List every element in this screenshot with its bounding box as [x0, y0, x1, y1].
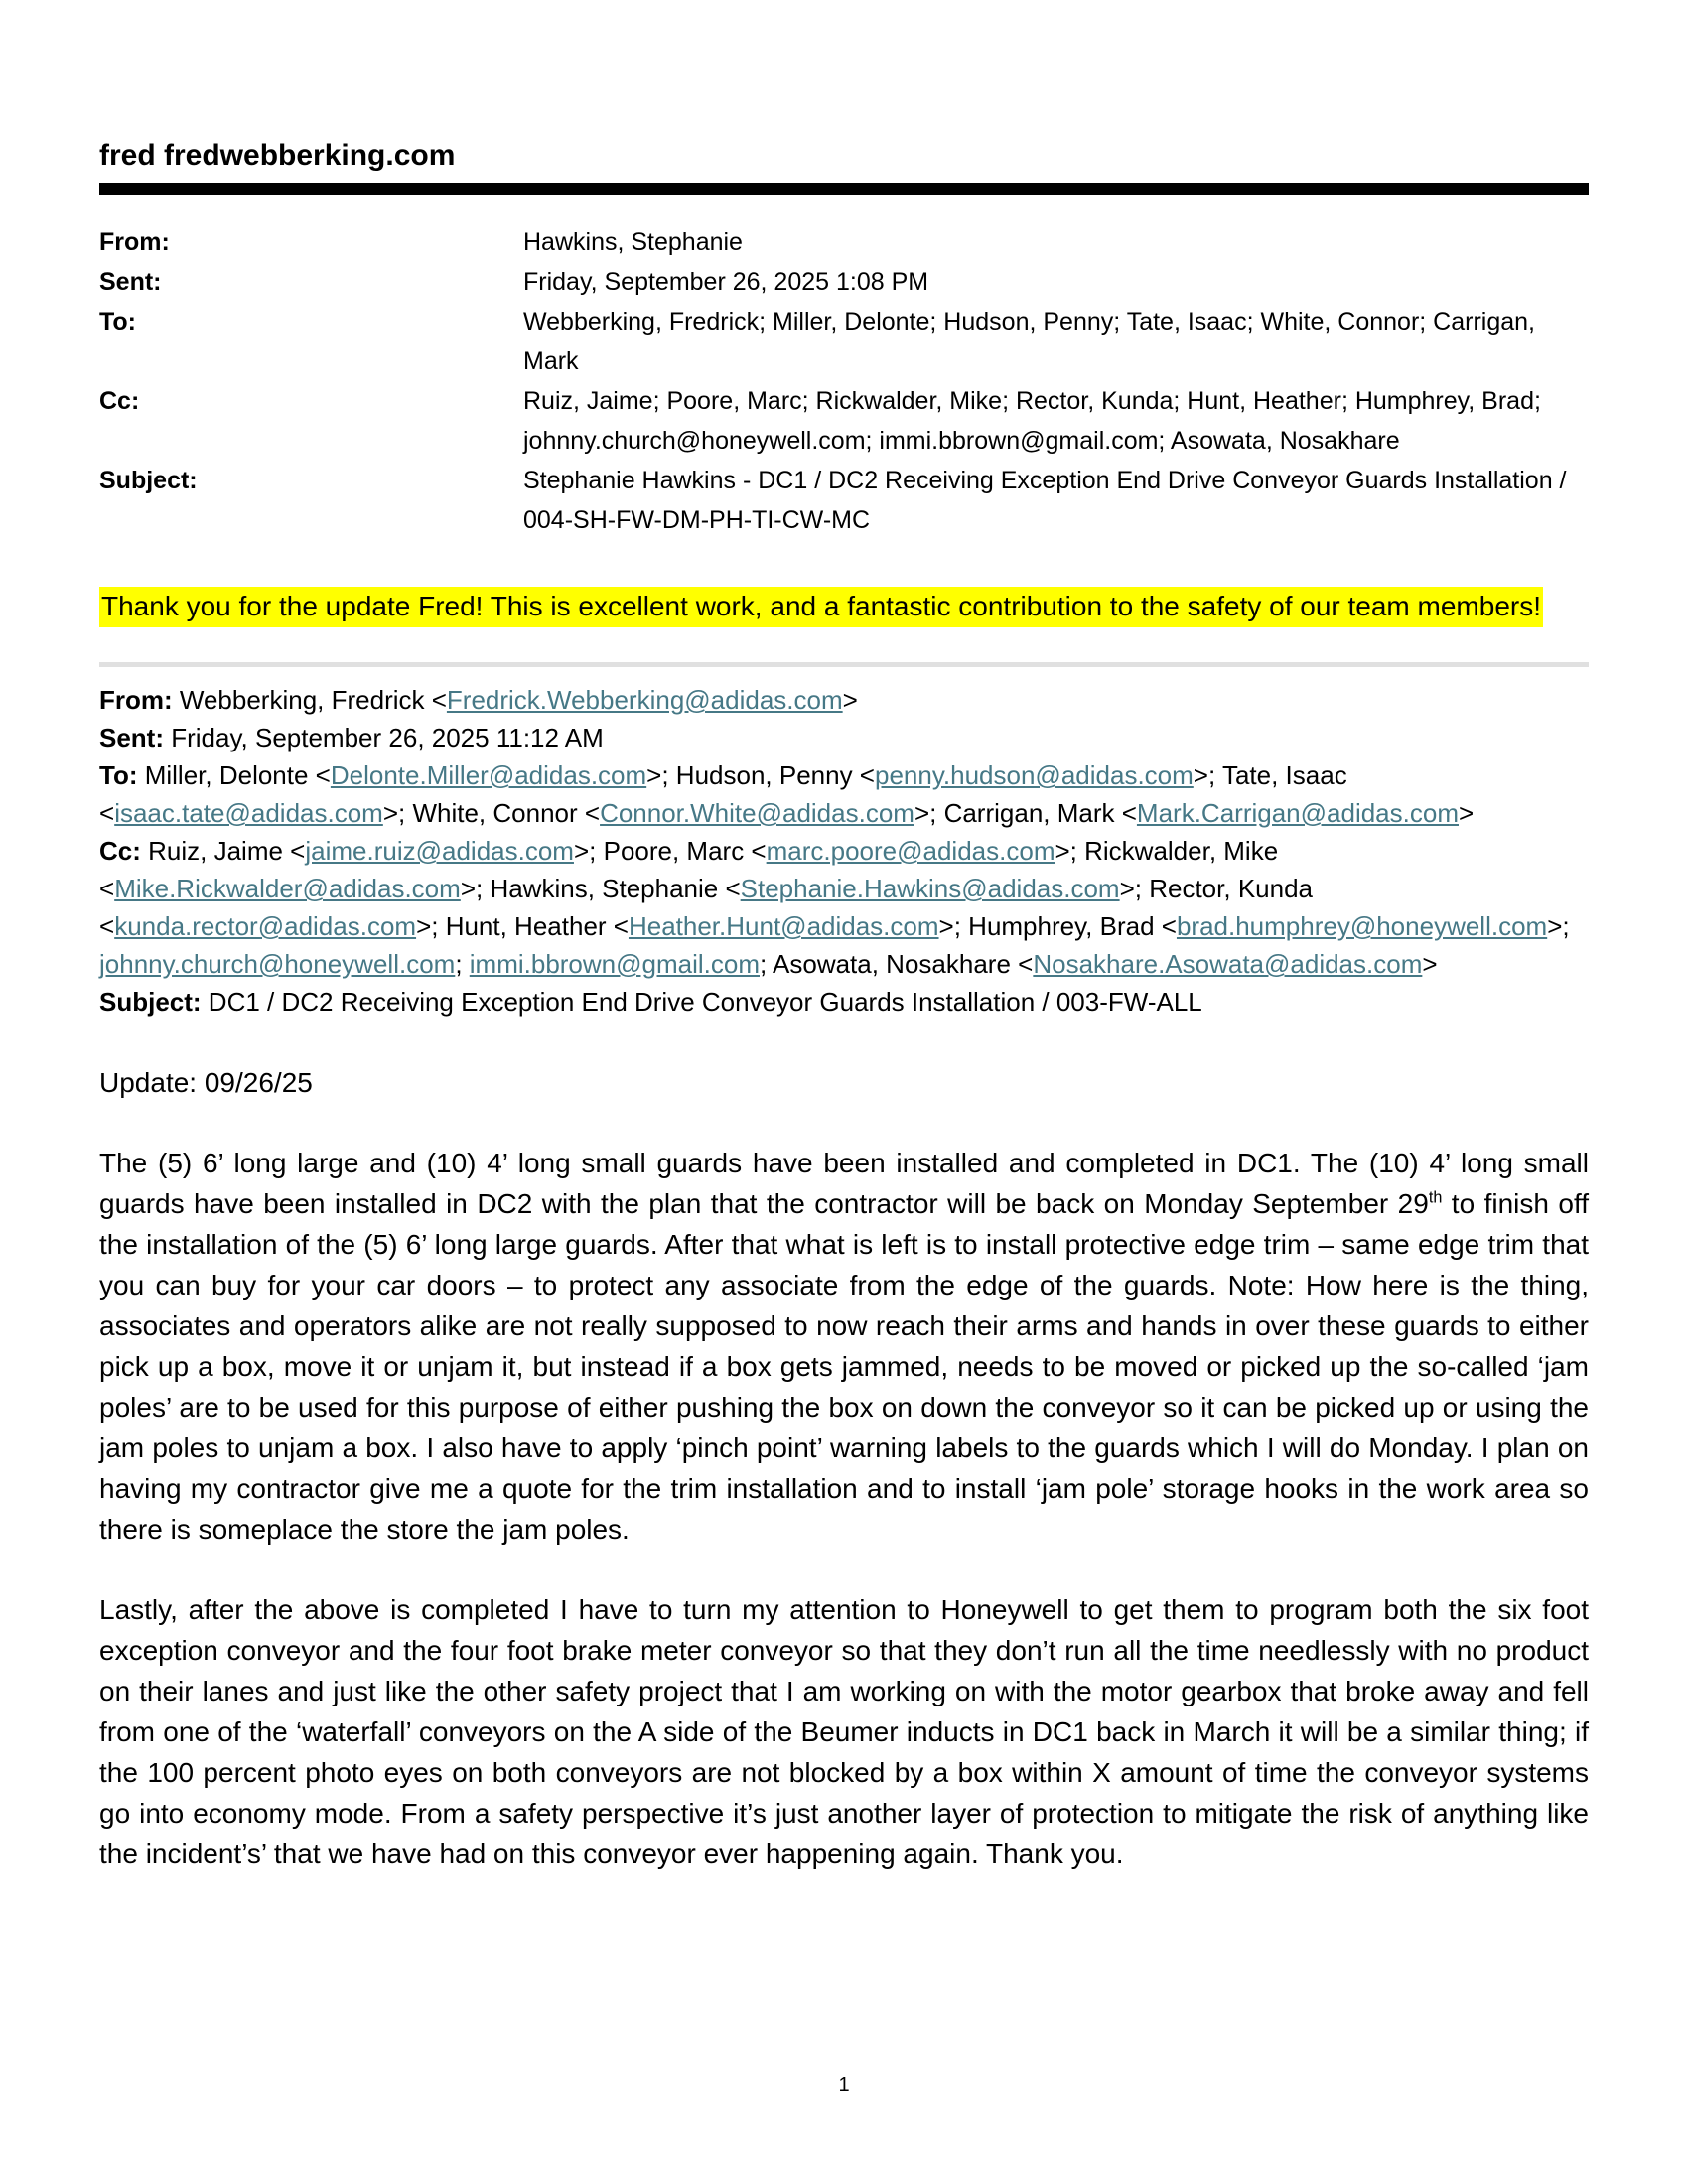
ordinal-superscript: th: [1428, 1188, 1443, 1207]
text-run: >;: [1547, 911, 1570, 941]
text-run: Miller, Delonte <: [144, 760, 331, 790]
text-run: ; Asowata, Nosakhare <: [760, 949, 1034, 979]
text-run: >; Rickwalder, Mike <: [99, 836, 1279, 903]
text-run: >; Hudson, Penny <: [646, 760, 875, 790]
email-address-link[interactable]: immi.bbrown@gmail.com: [469, 949, 760, 979]
header-field-row: [99, 381, 1589, 461]
account-header: fred fredwebberking.com: [99, 139, 456, 172]
header-field-row: [99, 262, 1589, 302]
text-run: >: [1422, 949, 1438, 979]
email-address-link[interactable]: brad.humphrey@honeywell.com: [1176, 911, 1548, 941]
text-run: >; Poore, Marc <: [573, 836, 767, 866]
header-field-row: [99, 222, 1589, 262]
field-label: Sent:: [99, 268, 162, 296]
email-address-link[interactable]: kunda.rector@adidas.com: [114, 911, 417, 941]
email-address-link[interactable]: marc.poore@adidas.com: [766, 836, 1055, 866]
field-label: Sent:: [99, 723, 172, 752]
text-run: >; Hawkins, Stephanie <: [460, 874, 741, 903]
field-value: Ruiz, Jaime; Poore, Marc; Rickwalder, Mike; Rector, Kunda; Hunt, Heather; Humphrey, Brad; johnny.church@honeywell.com; immi.bbrown@gmail.com; Asowata, Nosakhare: [523, 387, 1541, 455]
text-run: Ruiz, Jaime <: [148, 836, 306, 866]
page-number: 1: [838, 2074, 850, 2096]
header-field-row: [99, 302, 1589, 381]
text-run: >; White, Connor <: [382, 798, 601, 828]
message-header-fields: [99, 222, 1589, 540]
update-line: Update: 09/26/25: [99, 1067, 313, 1098]
text-run: Friday, September 26, 2025 11:12 AM: [171, 723, 604, 752]
field-label: Cc:: [99, 836, 149, 866]
field-value: Stephanie Hawkins - DC1 / DC2 Receiving Exception End Drive Conveyor Guards Installation / 004-SH-FW-DM-PH-TI-CW-MC: [523, 467, 1567, 534]
text-run: >; Rector, Kunda <: [99, 874, 1313, 941]
text-run: Webberking, Fredrick <: [179, 685, 447, 715]
field-label: Cc:: [99, 387, 140, 415]
field-label: To:: [99, 308, 137, 336]
email-address-link[interactable]: Connor.White@adidas.com: [600, 798, 914, 828]
text-run: >; Humphrey, Brad <: [938, 911, 1177, 941]
field-value: Hawkins, Stephanie: [523, 228, 743, 256]
text-run: >: [842, 685, 858, 715]
email-address-link[interactable]: Mike.Rickwalder@adidas.com: [114, 874, 461, 903]
quoted-message-header: [99, 681, 1589, 1021]
email-address-link[interactable]: Stephanie.Hawkins@adidas.com: [740, 874, 1120, 903]
text-run: The (5) 6’ long large and (10) 4’ long small guards have been installed and completed in DC1. The (10) 4’ long small guards have been installed in DC2 with the plan that the contractor will be back on Monday September 29: [99, 1148, 1589, 1219]
email-address-link[interactable]: Mark.Carrigan@adidas.com: [1136, 798, 1459, 828]
email-address-link[interactable]: Fredrick.Webberking@adidas.com: [446, 685, 843, 715]
header-field-row: [99, 461, 1589, 540]
text-run: ;: [455, 949, 470, 979]
text-run: >; Carrigan, Mark <: [914, 798, 1137, 828]
text-run: to finish off the installation of the (5) 6’ long large guards. After that what is left is to install protective edge trim – same edge trim that you can buy for your car doors – to protect any associate from the edge of the guards. Note: How here is the thing, associates and operators alike are not really supposed to now reach their arms and hands in over these guards to either pick up a box, move it or unjam it, but instead if a box gets jammed, needs to be moved or picked up the so-called ‘jam poles’ are to be used for this purpose of either pushing the box on down the conveyor so it can be picked up or using the jam poles to unjam a box. I also have to apply ‘pinch point’ warning labels to the guards which I will do Monday. I plan on having my contractor give me a quote for the trim installation and to install ‘jam pole’ storage hooks in the work area so there is someplace the store the jam poles.: [99, 1188, 1590, 1545]
body-paragraph-1: [99, 1143, 1589, 1550]
field-value: Friday, September 26, 2025 1:08 PM: [523, 268, 929, 296]
field-label: Subject:: [99, 987, 209, 1017]
text-run: >; Hunt, Heather <: [416, 911, 629, 941]
field-label: Subject:: [99, 467, 198, 494]
text-run: DC1 / DC2 Receiving Exception End Drive Conveyor Guards Installation / 003-FW-ALL: [208, 987, 1202, 1017]
email-address-link[interactable]: jaime.ruiz@adidas.com: [305, 836, 574, 866]
field-value: Webberking, Fredrick; Miller, Delonte; Hudson, Penny; Tate, Isaac; White, Connor; Carrigan, Mark: [523, 308, 1535, 375]
header-divider: [99, 183, 1589, 195]
highlighted-text: Thank you for the update Fred! This is excellent work, and a fantastic contribution to the safety of our team members!: [99, 587, 1543, 627]
reply-note: [99, 584, 1559, 628]
email-address-link[interactable]: isaac.tate@adidas.com: [114, 798, 383, 828]
email-address-link[interactable]: penny.hudson@adidas.com: [875, 760, 1194, 790]
email-address-link[interactable]: Nosakhare.Asowata@adidas.com: [1033, 949, 1423, 979]
field-label: From:: [99, 685, 180, 715]
text-run: >: [1458, 798, 1475, 828]
quoted-message-divider: [99, 662, 1589, 667]
text-run: >; Tate, Isaac <: [99, 760, 1347, 828]
field-label: From:: [99, 228, 170, 256]
body-paragraph-2: Lastly, after the above is completed I have to turn my attention to Honeywell to get them to program both the six foot exception conveyor and the four foot brake meter conveyor so that they don’t run all the time needlessly with no product on their lanes and just like the other safety project that I am working on with the motor gearbox that broke away and fell from one of the ‘waterfall’ conveyors on the A side of the Beumer inducts in DC1 back in March it will be a similar thing; if the 100 percent photo eyes on both conveyors are not blocked by a box within X amount of time the conveyor systems go into economy mode. From a safety perspective it’s just another layer of protection to mitigate the risk of anything like the incident’s’ that we have had on this conveyor ever happening again. Thank you.: [99, 1594, 1589, 1869]
email-address-link[interactable]: Delonte.Miller@adidas.com: [330, 760, 647, 790]
email-address-link[interactable]: johnny.church@honeywell.com: [99, 949, 456, 979]
email-address-link[interactable]: Heather.Hunt@adidas.com: [628, 911, 939, 941]
field-label: To:: [99, 760, 145, 790]
